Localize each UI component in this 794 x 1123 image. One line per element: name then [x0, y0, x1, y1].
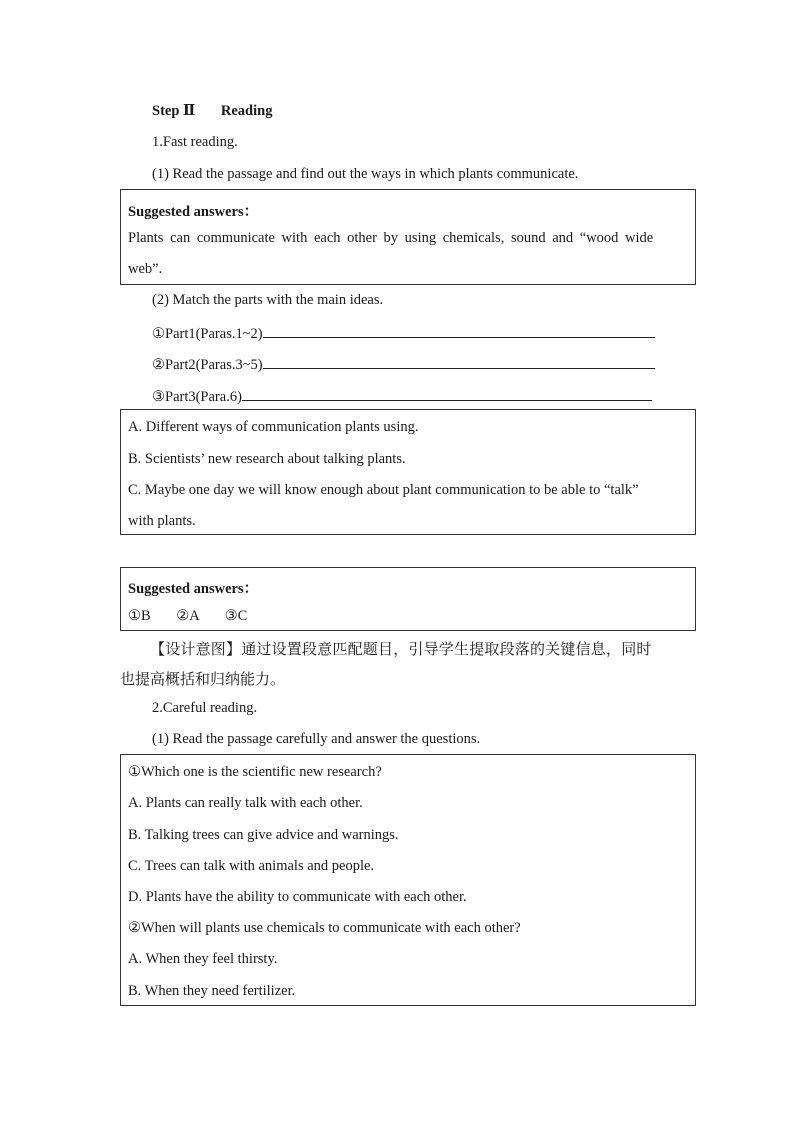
careful-reading-task1: (1) Read the passage carefully and answer the questions. — [152, 731, 481, 747]
answer-2: ②A — [176, 608, 199, 624]
question-2-option-a: A. When they feel thirsty. — [128, 951, 278, 967]
suggested-answers-box-1 — [120, 189, 696, 285]
questions-box — [120, 754, 696, 1006]
answer-1: ①B — [128, 608, 151, 624]
step-heading — [152, 102, 272, 120]
matching-answers — [128, 608, 247, 625]
answer-blank[interactable] — [242, 386, 652, 401]
fast-reading-task2: (2) Match the parts with the main ideas. — [152, 292, 384, 308]
option-a: A. Different ways of communication plants using. — [128, 419, 419, 435]
part-row-2 — [152, 354, 655, 374]
question-1-option-b: B. Talking trees can give advice and warnings. — [128, 827, 399, 843]
suggested-answers-title: Suggested answers： — [128, 581, 259, 597]
careful-reading-label: 2.Careful reading. — [152, 700, 258, 716]
fast-reading-task1: (1) Read the passage and find out the ways in which plants communicate. — [152, 166, 579, 182]
option-c-continued: with plants. — [128, 513, 196, 529]
design-intent-line-1: 【设计意图】通过设置段意匹配题目，引导学生提取段落的关键信息，同时 — [150, 640, 652, 658]
part-label: ①Part1(Paras.1~2) — [152, 326, 263, 342]
main-ideas-options-box — [120, 409, 696, 535]
design-intent-line-2: 也提高概括和归纳能力。 — [120, 670, 286, 688]
answer-blank[interactable] — [263, 354, 655, 369]
step-title: Reading — [220, 103, 273, 119]
question-1-option-d: D. Plants have the ability to communicate with each other. — [128, 889, 467, 905]
answer-text-line-2: web”. — [128, 261, 163, 277]
fast-reading-label: 1.Fast reading. — [152, 134, 238, 150]
question-2: ②When will plants use chemicals to communicate with each other? — [128, 920, 521, 936]
option-b: B. Scientists’ new research about talking plants. — [128, 451, 406, 467]
question-1-option-a: A. Plants can really talk with each other. — [128, 795, 363, 811]
answer-3: ③C — [224, 608, 248, 624]
question-1-option-c: C. Trees can talk with animals and people. — [128, 858, 375, 874]
part-label: ③Part3(Para.6) — [152, 389, 242, 405]
question-1: ①Which one is the scientific new research? — [128, 764, 382, 780]
answer-text-line-1: Plants can communicate with each other by using chemicals, sound and “wood wide — [128, 230, 654, 246]
question-2-option-b: B. When they need fertilizer. — [128, 983, 296, 999]
suggested-answers-title: Suggested answers： — [128, 204, 259, 220]
part-row-3 — [152, 386, 652, 406]
option-c: C. Maybe one day we will know enough about plant communication to be able to “talk” — [128, 482, 639, 498]
part-row-1 — [152, 323, 655, 343]
part-label: ②Part2(Paras.3~5) — [152, 357, 263, 373]
step-number: Step Ⅱ — [152, 103, 196, 119]
answer-blank[interactable] — [263, 323, 655, 338]
suggested-answers-box-2 — [120, 567, 696, 631]
